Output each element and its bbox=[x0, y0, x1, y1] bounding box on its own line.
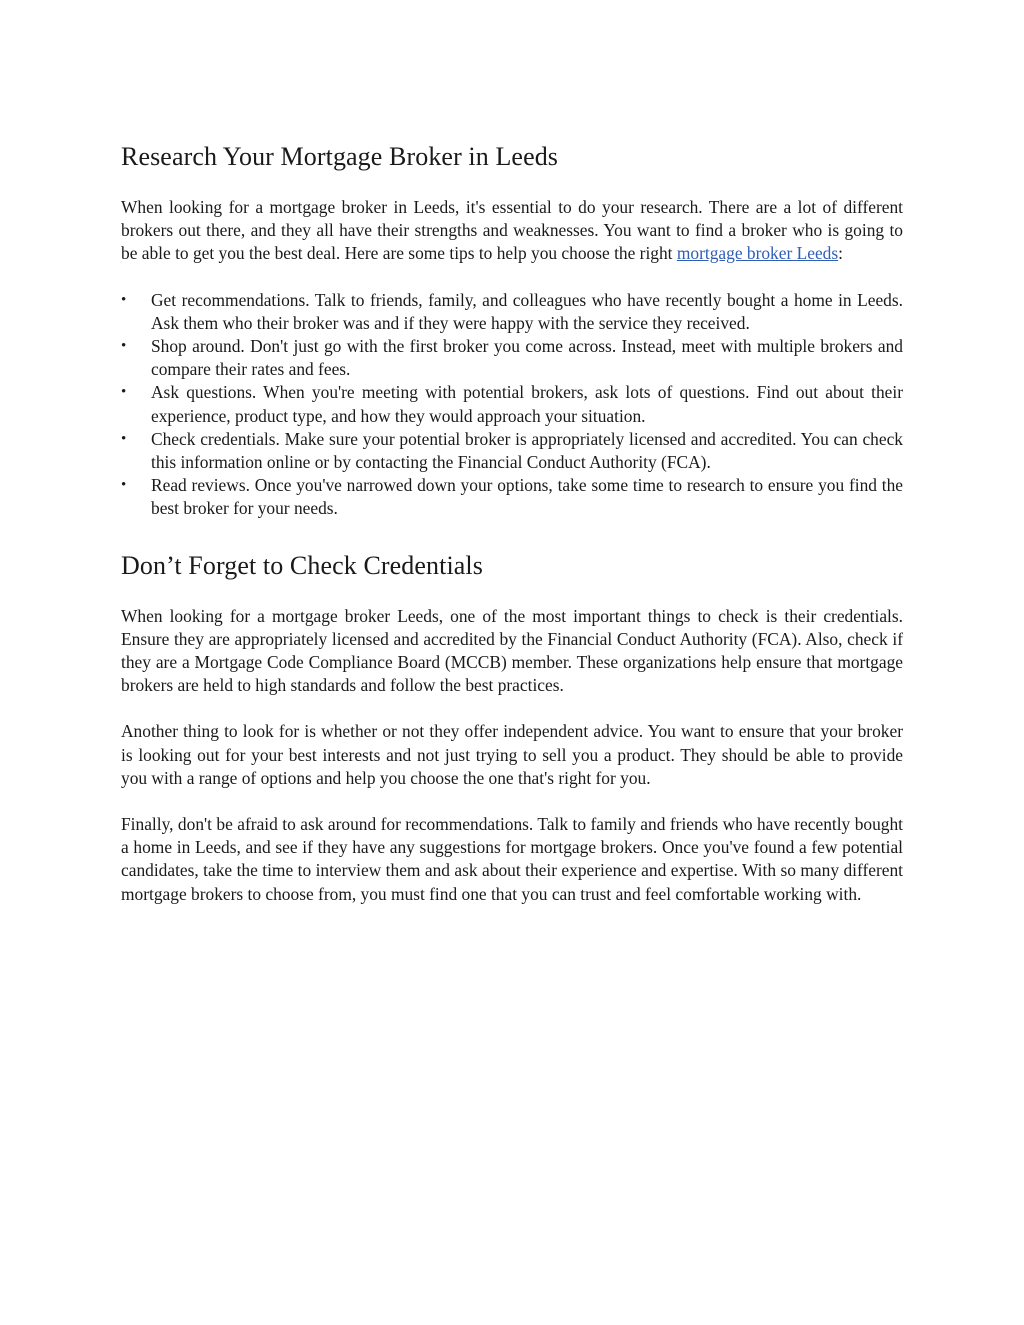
list-item bbox=[121, 428, 903, 474]
bullet-icon: • bbox=[121, 384, 127, 401]
tip-text: Ask questions. When you're meeting with potential brokers, ask lots of questions. Find out about their experience, product type, and how they would approach your situation. bbox=[151, 382, 903, 426]
mortgage-broker-leeds-link[interactable]: mortgage broker Leeds bbox=[676, 243, 839, 264]
credentials-paragraph-1: When looking for a mortgage broker Leeds, one of the most important things to check is their credentials. Ensure they are appropriately licensed and accredited by the Financial Conduct Authority (FCA). Also, check if they are a Mortgage Code Compliance Board (MCCB) member. These organizations help ensure that mortgage brokers are held to high standards and follow the best practices. bbox=[121, 605, 903, 696]
bullet-icon: • bbox=[121, 291, 127, 308]
section-title-research: Research Your Mortgage Broker in Leeds bbox=[121, 142, 559, 171]
list-item bbox=[121, 289, 903, 335]
tips-list bbox=[121, 289, 903, 521]
intro-colon: : bbox=[838, 243, 843, 264]
tip-text: Check credentials. Make sure your potential broker is appropriately licensed and accredited. You can check this information online or by contacting the Financial Conduct Authority (FCA). bbox=[151, 428, 903, 473]
bullet-icon: • bbox=[121, 338, 127, 355]
intro-paragraph bbox=[121, 196, 903, 266]
credentials-paragraph-3: Finally, don't be afraid to ask around for recommendations. Talk to family and friends who have recently bought a home in Leeds, and see if they have any suggestions for mortgage brokers. Once you've found a few potential candidates, take the time to interview them and ask about their experience and expertise. With so many different mortgage brokers to choose from, you must find one that you can trust and feel comfortable working with. bbox=[121, 814, 903, 904]
section-title-credentials: Don’t Forget to Check Credentials bbox=[121, 550, 483, 580]
bullet-icon: • bbox=[121, 430, 127, 447]
list-item bbox=[121, 335, 903, 381]
list-item bbox=[121, 381, 903, 427]
intro-text: When looking for a mortgage broker in Leeds, it's essential to do your research. There are a lot of different brokers out there, and they all have their strengths and weaknesses. You want to find a broker who is going to be able to get you the best deal. Here are some tips to help you choose the right bbox=[121, 197, 903, 264]
tip-text: Read reviews. Once you've narrowed down your options, take some time to research to ensure you find the best broker for your needs. bbox=[151, 475, 903, 519]
list-item bbox=[121, 474, 903, 520]
document-page bbox=[121, 140, 903, 929]
bullet-icon: • bbox=[121, 477, 127, 494]
credentials-paragraph-2: Another thing to look for is whether or not they offer independent advice. You want to ensure that your broker is looking out for your best interests and not just trying to sell you a product. They should be able to provide you with a range of options and help you choose the one that's right for you. bbox=[121, 721, 903, 788]
tip-text: Shop around. Don't just go with the first broker you come across. Instead, meet with multiple brokers and compare their rates and fees. bbox=[151, 336, 903, 380]
tip-text: Get recommendations. Talk to friends, family, and colleagues who have recently bought a home in Leeds. Ask them who their broker was and if they were happy with the service they received. bbox=[151, 289, 903, 333]
